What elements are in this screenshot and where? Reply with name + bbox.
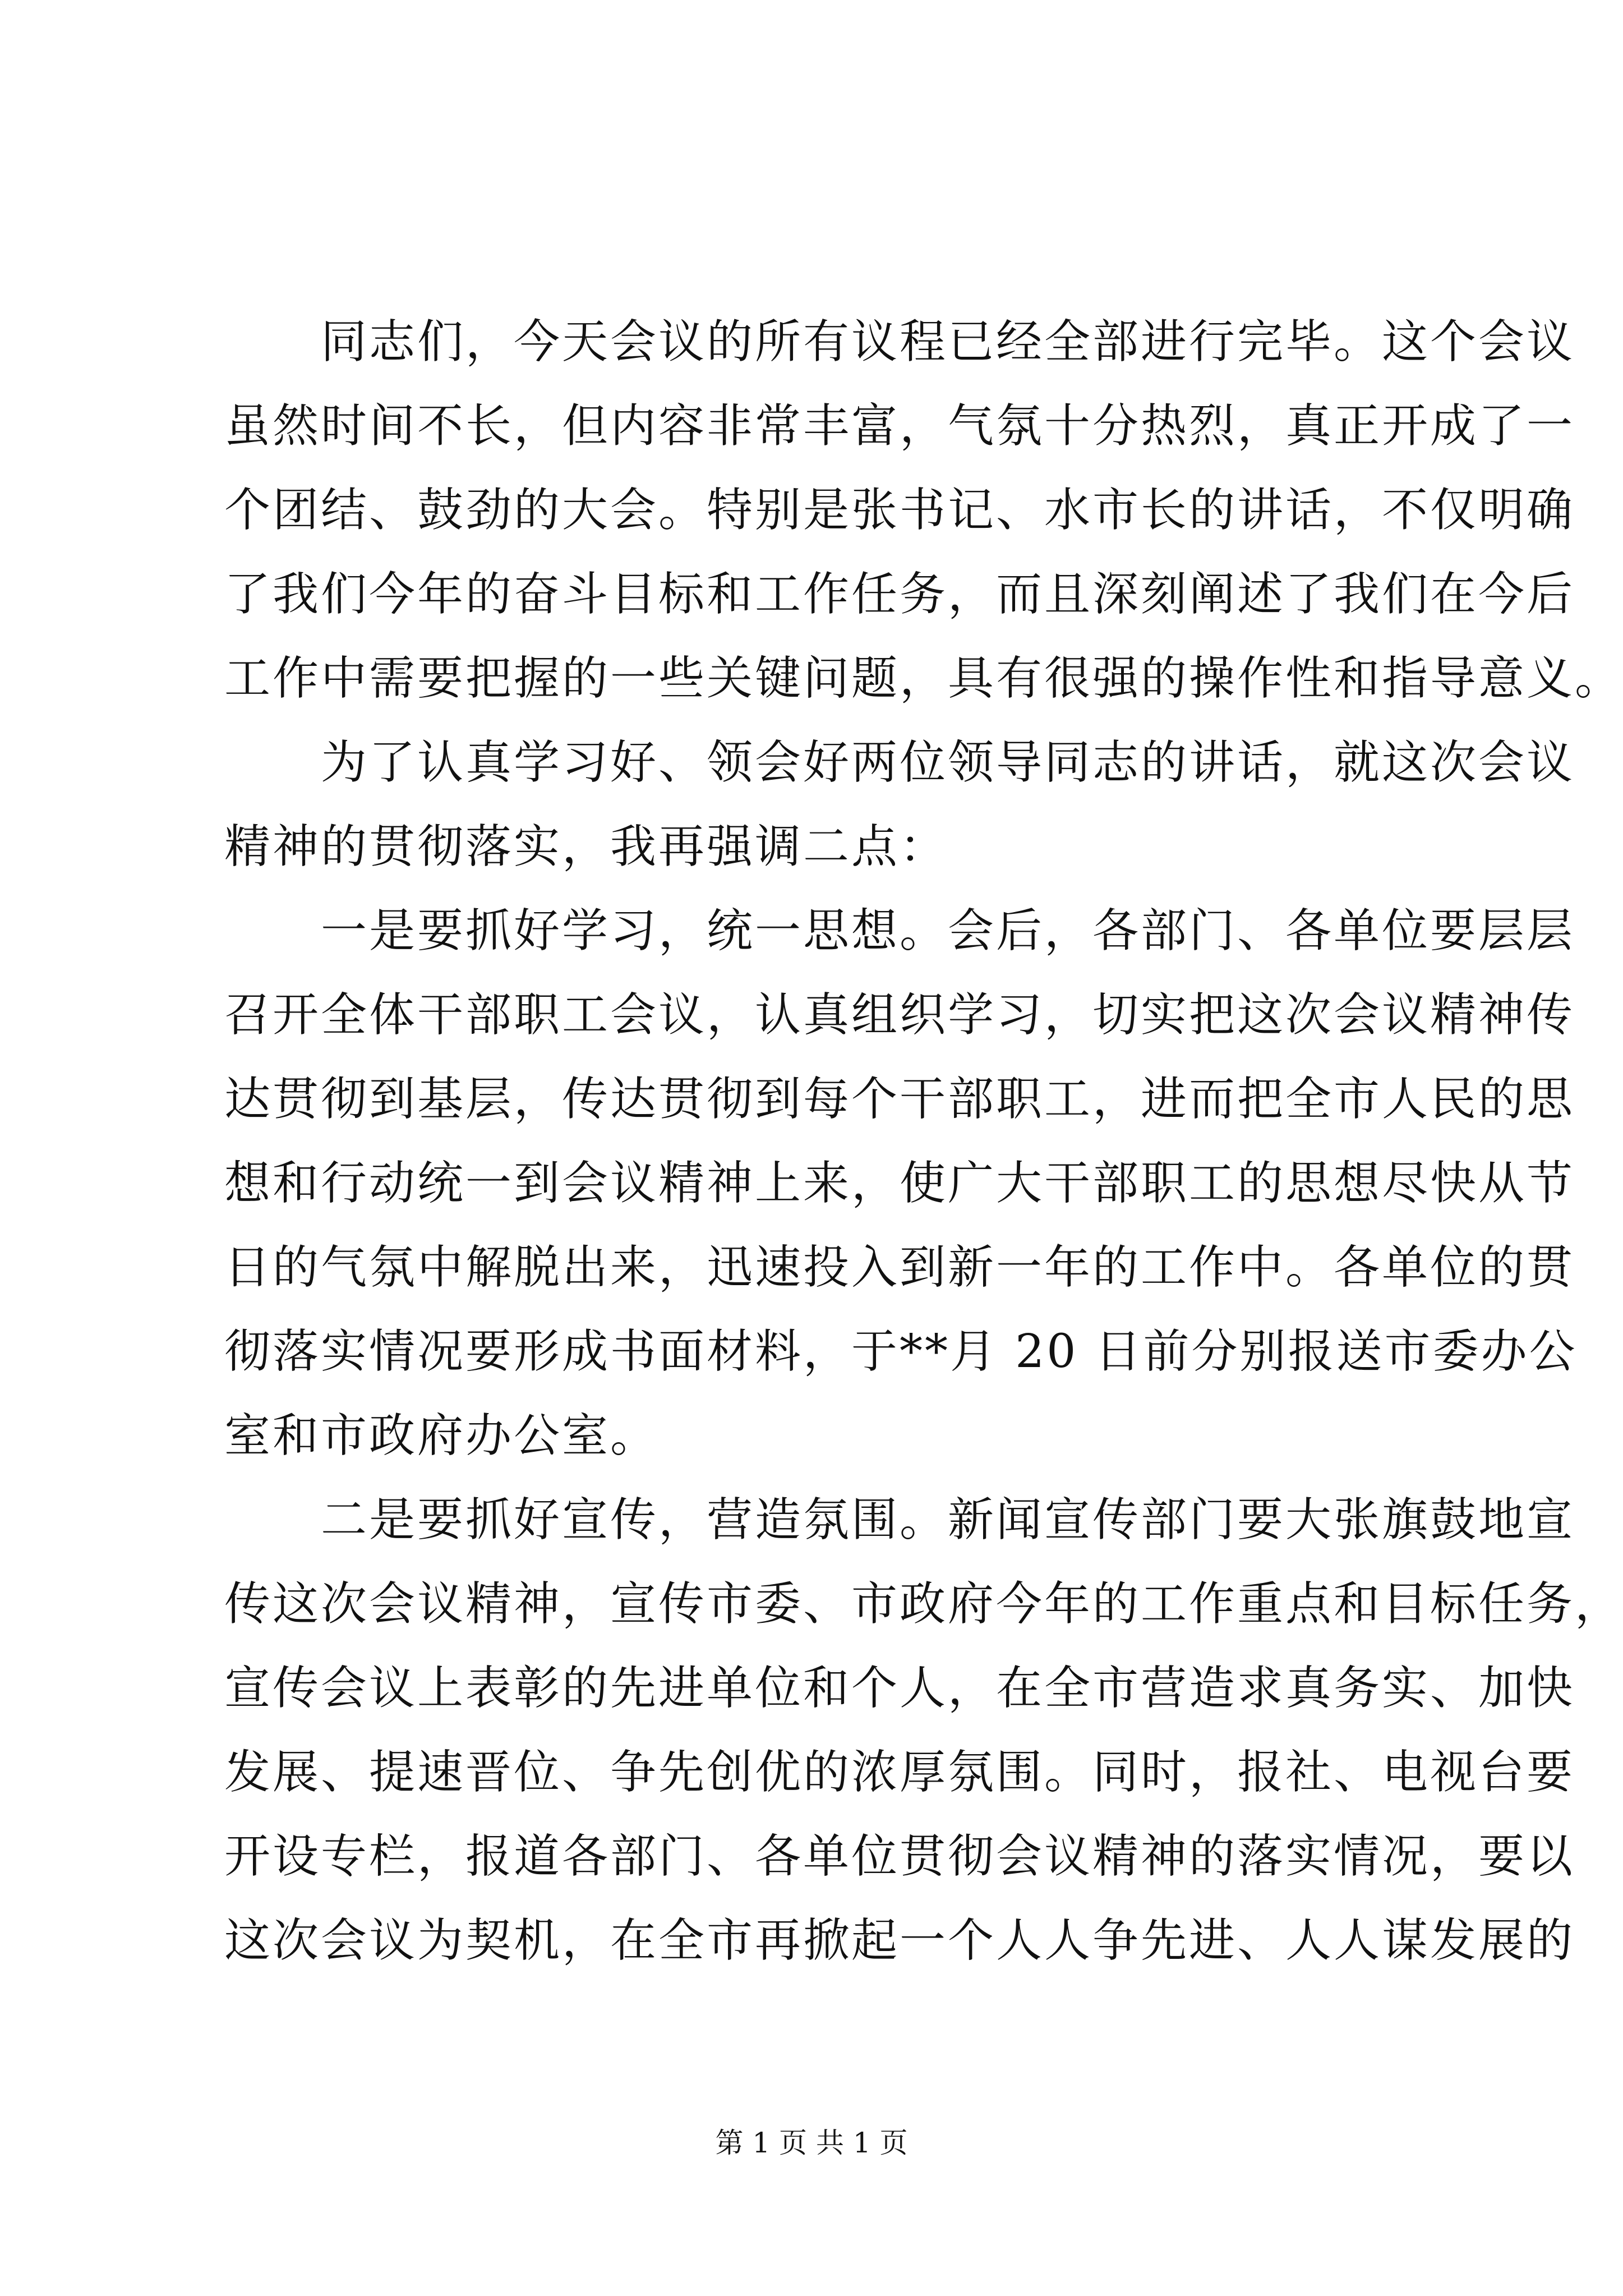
text-line: 室和市政府办公室。 <box>224 1409 659 1462</box>
text-line: 召开全体干部职工会议，认真组织学习，切实把这次会议精神传 <box>224 988 1575 1042</box>
text-line: 二是要抓好宣传，营造氛围。新闻宣传部门要大张旗鼓地宣 <box>224 1493 1575 1547</box>
text-line: 发展、提速晋位、争先创优的浓厚氛围。同时，报社、电视台要 <box>224 1746 1575 1799</box>
text-line: 开设专栏，报道各部门、各单位贯彻会议精神的落实情况，要以 <box>224 1830 1575 1883</box>
page-footer <box>0 2120 1623 2165</box>
text-line: 一是要抓好学习，统一思想。会后，各部门、各单位要层层 <box>224 904 1575 958</box>
text-line: 这次会议为契机，在全市再掀起一个人人争先进、人人谋发展的 <box>224 1914 1575 1967</box>
text-line: 工作中需要把握的一些关键问题，具有很强的操作性和指导意义。 <box>224 652 1623 705</box>
text-line: 精神的贯彻落实，我再强调二点： <box>224 820 948 873</box>
text-line: 彻落实情况要形成书面材料，于**月 20 日前分别报送市委办公 <box>224 1325 1578 1378</box>
text-line: 达贯彻到基层，传达贯彻到每个干部职工，进而把全市人民的思 <box>224 1073 1575 1126</box>
text-line: 了我们今年的奋斗目标和工作任务，而且深刻阐述了我们在今后 <box>224 568 1575 621</box>
text-line: 为了认真学习好、领会好两位领导同志的讲话，就这次会议 <box>224 736 1575 789</box>
text-line: 传这次会议精神，宣传市委、市政府今年的工作重点和目标任务， <box>224 1577 1623 1631</box>
text-line: 同志们，今天会议的所有议程已经全部进行完毕。这个会议 <box>224 315 1575 369</box>
page-number-label: 第 1 页 共 1 页 <box>715 2127 908 2159</box>
text-line: 虽然时间不长，但内容非常丰富，气氛十分热烈，真正开成了一 <box>224 399 1575 453</box>
text-line: 个团结、鼓劲的大会。特别是张书记、水市长的讲话，不仅明确 <box>224 484 1575 537</box>
text-line: 宣传会议上表彰的先进单位和个人，在全市营造求真务实、加快 <box>224 1662 1575 1715</box>
text-line: 想和行动统一到会议精神上来，使广大干部职工的思想尽快从节 <box>224 1157 1575 1210</box>
document-body <box>224 300 1623 1983</box>
text-line: 日的气氛中解脱出来，迅速投入到新一年的工作中。各单位的贯 <box>224 1241 1575 1294</box>
